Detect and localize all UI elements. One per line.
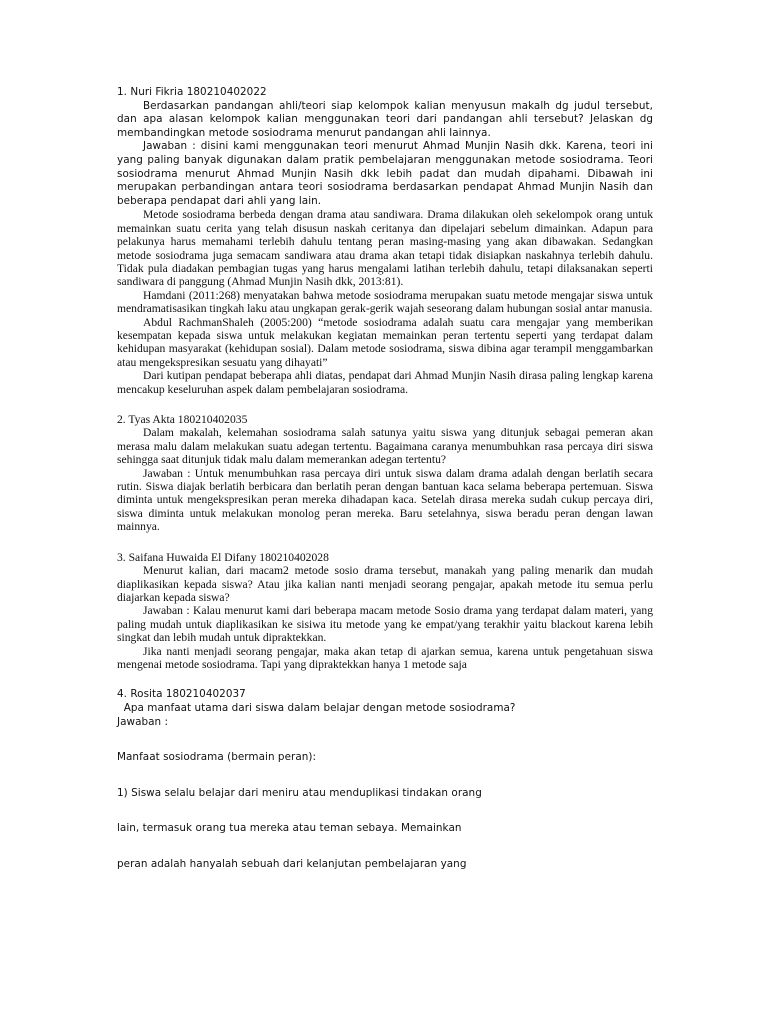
manfaat-line-1: 1) Siswa selalu belajar dari meniru atau menduplikasi tindakan orang [117, 786, 482, 799]
section-1-paragraph-1: Metode sosiodrama berbeda dengan drama atau sandiwara. Drama dilakukan oleh sekelompok orang untuk memainkan suatu cerita yang telah disusun naskah ceritanya dan dipelajari sebelum dimainkan. Adapun para pelakunya harus memahami terlebih dahulu tentang peran masing-masing yang akan dibawakan. Sedangkan metode sosiodrama juga semacam sandiwara atau drama akan tetapi tidak disiapkan naskahnya terlebih dahulu. Tidak pula diadakan pembagian tugas yang harus mengalami latihan terlebih dahulu, tetapi dilaksanakan seperti sandiwara di panggung (Ahmad Munjin Nasih dkk, 2013:81). [117, 208, 653, 289]
section-2-question: Dalam makalah, kelemahan sosiodrama salah satunya yaitu siswa yang ditunjuk sebagai pemeran akan merasa malu dalam melakukan suatu adegan tertentu. Bagaimana caranya menumbuhkan rasa percaya diri siswa sehingga saat ditunjuk tidak malu dalam memerankan adegan tertentu? [117, 426, 653, 467]
section-2-answer: Jawaban : Untuk menumbuhkan rasa percaya diri untuk siswa dalam drama adalah dengan berlatih secara rutin. Siswa diajak berlatih berbicara dan berlatih peran dengan bantuan kaca selama beberapa pertemuan. Siswa diminta untuk mengekspresikan peran mereka dihadapan kaca. Setelah dirasa mereka sudah cukup percaya diri, siswa diminta untuk melakukan monolog peran mereka. Baru setelahnya, siswa beradu peran dengan lawan mainnya. [117, 466, 653, 534]
section-4-answer-label: Jawaban : [117, 715, 169, 728]
manfaat-title: Manfaat sosiodrama (bermain peran): [117, 751, 317, 764]
manfaat-line-3: peran adalah hanyalah sebuah dari kelanjutan pembelajaran yang [117, 857, 467, 870]
section-1-paragraph-3: Abdul RachmanShaleh (2005:200) “metode sosiodrama adalah suatu cara mengajar yang memberikan kesempatan kepada siswa untuk melakukan kegiatan memainkan peran tertentu seperti yang terdapat dalam kehidupan masyarakat (kehidupan sosial). Dalam metode sosiodrama, siswa dibina agar terampil menggambarkan atau mengekspresikan sesuatu yang dihayati” [117, 315, 653, 369]
manfaat-line-2: lain, termasuk orang tua mereka atau teman sebaya. Memainkan [117, 822, 462, 835]
section-2-heading: 2. Tyas Akta 180210402035 [117, 413, 248, 427]
section-4-heading: 4. Rosita 180210402037 [117, 688, 246, 701]
section-3-question: Menurut kalian, dari macam2 metode sosio drama tersebut, manakah yang paling menarik dan mudah diaplikasikan kepada siswa? Atau jika kalian nanti menjadi seorang pengajar, apakah metode itu semua perlu diajarkan kepada siswa? [117, 564, 653, 604]
section-3-answer: Jawaban : Kalau menurut kami dari beberapa macam metode Sosio drama yang terdapat dalam materi, yang paling mudah untuk diaplikasikan ke sisiwa itu metode yang ke empat/yang terakhir yaitu blackout karena lebih singkat dan lebih mudah untuk dipraktekkan. [117, 604, 653, 645]
section-3-heading: 3. Saifana Huwaida El Difany 180210402028 [117, 550, 329, 564]
document-page [117, 86, 653, 872]
section-1-paragraph-2: Hamdani (2011:268) menyatakan bahwa metode sosiodrama merupakan suatu metode mengajar siswa untuk mendramatisasikan tingkah laku atau ungkapan gerak-gerik wajah seseorang dalam hubungan sosial antar manusia. [117, 288, 653, 316]
section-3-paragraph-1: Jika nanti menjadi seorang pengajar, maka akan tetap di ajarkan semua, karena untuk pengetahuan siswa mengenai metode sosiodrama. Tapi yang dipraktekkan hanya 1 metode saja [117, 644, 653, 671]
section-1-question: Berdasarkan pandangan ahli/teori siap kelompok kalian menyusun makalh dg judul tersebut, dan apa alasan kelompok kalian menggunakan teori dari pandangan ahli tersebut? Jelaskan dg membandingkan metode sosiodrama menurut pandangan ahli lainnya. [117, 99, 653, 139]
section-1-heading: 1. Nuri Fikria 180210402022 [117, 86, 267, 98]
section-4-question: Apa manfaat utama dari siswa dalam belajar dengan metode sosiodrama? [117, 701, 516, 714]
section-1-paragraph-4: Dari kutipan pendapat beberapa ahli diatas, pendapat dari Ahmad Munjin Nasih dirasa paling lengkap karena mencakup keseluruhan aspek dalam pembelajaran sosiodrama. [117, 369, 653, 396]
section-1-answer: Jawaban : disini kami menggunakan teori menurut Ahmad Munjin Nasih dkk. Karena, teori ini yang paling banyak digunakan dalam pratik pembelajaran menggunakan metode sosiodrama. Teori sosiodrama menurut Ahmad Munjin Nasih dkk lebih padat dan mudah dipahami. Dibawah ini merupakan perbandingan antara teori sosiodrama berdasarkan pendapat Ahmad Munjin Nasih dan beberapa pendapat dari ahli yang lain. [117, 140, 653, 207]
